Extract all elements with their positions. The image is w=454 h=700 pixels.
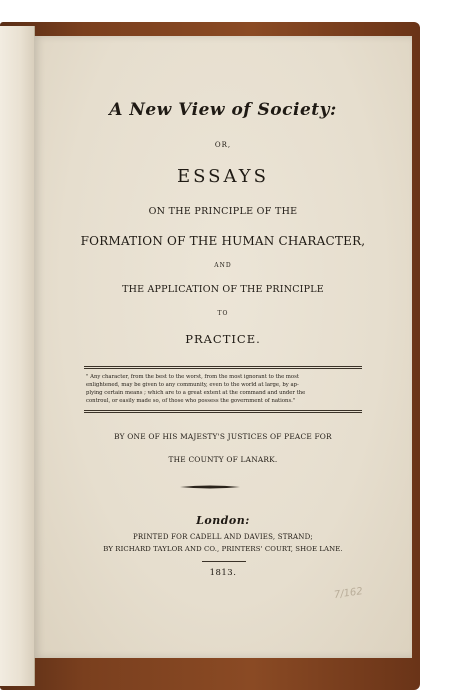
practice-text: PRACTICE. [185, 332, 261, 346]
byline-2: THE COUNTY OF LANARK. [168, 455, 278, 464]
quote-line: plying certain means ; which are to a great extent at the command and under the [86, 390, 306, 396]
short-rule [202, 561, 246, 562]
page-edge [0, 26, 35, 686]
main-title: A New View of Society: [109, 100, 337, 120]
subtitle-line-3: THE APPLICATION OF THE PRINCIPLE [122, 284, 324, 295]
quote-line: " Any character, from the best to the worst, from the most ignorant to the most [86, 374, 299, 380]
quote-line: enlightened, may be given to any community, even to the world at large, by ap- [86, 382, 299, 388]
subtitle-line-1: ON THE PRINCIPLE OF THE [148, 206, 298, 217]
imprint-city: London: [196, 514, 250, 527]
pencil-annotation: 7/162 [333, 586, 364, 601]
and-text: AND [214, 262, 232, 269]
title-page [34, 36, 412, 658]
imprint-year: 1813. [209, 568, 237, 578]
quote-line: controul, or easily made so, of those who possess the government of nations." [86, 398, 296, 404]
or-text: OR, [214, 141, 232, 149]
rule-bottom [84, 410, 362, 413]
byline-1: BY ONE OF HIS MAJESTY'S JUSTICES OF PEACE FOR [114, 432, 332, 441]
to-text: TO [217, 310, 229, 317]
imprint-publisher: PRINTED FOR CADELL AND DAVIES, STRAND; [133, 533, 313, 541]
subtitle-line-2: FORMATION OF THE HUMAN CHARACTER, [80, 234, 366, 248]
rule-top [84, 366, 362, 369]
ornament-rule [180, 484, 240, 490]
imprint-printer: BY RICHARD TAYLOR AND CO., PRINTERS' COURT, SHOE LANE. [103, 545, 343, 553]
epigraph-quote [86, 373, 362, 405]
essays-heading: ESSAYS [177, 166, 269, 187]
